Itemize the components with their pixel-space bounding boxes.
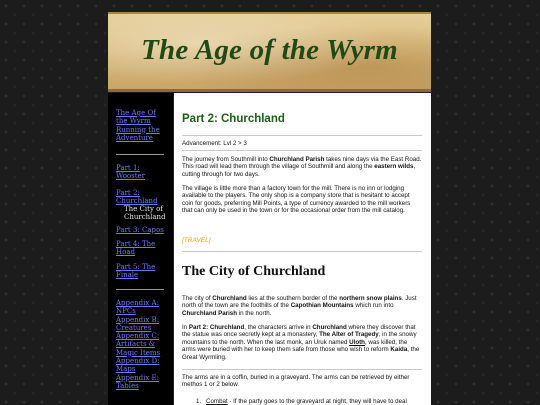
sidebar-block-appendices (116, 299, 166, 390)
sidebar-block-intro (116, 109, 166, 142)
sidebar-nav (108, 93, 173, 405)
sidebar-divider (116, 154, 164, 155)
site-title: The Age of the Wyrm (141, 34, 398, 66)
section-divider (182, 251, 422, 252)
sidebar-link-age-of-the-wyrm[interactable]: The Age Of the Wyrm Running the Adventure (116, 109, 160, 142)
paragraph-divider (182, 369, 422, 370)
sidebar-link-appendix-b[interactable]: Appendix B: Creatures (116, 315, 160, 332)
paragraph-journey: The journey from Southmill into Churchland Parish takes nine days via the East Road. This road will lead them through the village of Southmill and along the eastern wilds, cutting through for two days. (182, 156, 422, 178)
sidebar-link-appendix-a[interactable]: Appendix A: NPCs (116, 299, 159, 316)
heading-divider (182, 135, 422, 136)
advancement-divider (182, 150, 422, 151)
paragraph-arms: The arms are in a coffin, buried in a graveyard. The arms can be retrieved by either methos 1 or 2 below. (182, 374, 410, 389)
paragraph-part2: In Part 2: Churchland, the characters arrive in Churchland where they discover that the statue was once secretly kept at a monastery, The Alter of Tragedy, in the snowy mountains to the north. When the last monk, an Uruk named Uloth, was killed, the arms were buried with her to keep them safe from those who wish to reform Kaida, the Great Wyrmling. (182, 324, 420, 361)
paragraph-village: The village is little more than a factory town for the mill. There is no inn or lodging available to the players. The only shop is a company store that is hesitant to accept coin for goods, preferring Mill Points, a type of currency awarded to the mill workers that can only be used in the town or for the occasional order from the mill catalog. (182, 185, 411, 215)
list-item: 1. Combat - If the party goes to the graveyard at night, they will have to deal (196, 398, 407, 405)
section-title: The City of Churchland (182, 264, 326, 279)
sidebar-block-parts (116, 164, 166, 279)
paragraph-city: The city of Churchland lies at the southern border of the northern snow plains. Just north of the town are the foothills of the Capothian Mountains which run into Churchland Parish in the north. (182, 295, 417, 317)
sidebar-current-subsection: The City of Churchland (124, 205, 166, 222)
sidebar-divider (116, 289, 164, 290)
sidebar-link-part1[interactable]: Part 1: Wooster (116, 164, 146, 181)
main-content (174, 93, 431, 405)
sidebar-link-appendix-c[interactable]: Appendix C: Artifacts & Magic Items (116, 332, 161, 357)
advancement-text: Advancement: Lvl 2 > 3 (182, 140, 247, 147)
page-heading: Part 2: Churchland (182, 113, 285, 125)
combat-label: Combat (206, 398, 228, 405)
sidebar-link-appendix-d[interactable]: Appendix D: Maps (116, 357, 160, 374)
sidebar-link-part5[interactable]: Part 5: The Finale (116, 262, 156, 279)
travel-tag: [TRAVEL] (182, 237, 211, 244)
sidebar-link-part2[interactable]: Part 2: Churchland (116, 188, 158, 205)
header-banner (108, 12, 431, 92)
sidebar-link-part4[interactable]: Part 4: The Hoad (116, 240, 156, 257)
sidebar-link-appendix-e[interactable]: Appendix E: Tables (116, 373, 160, 390)
sidebar-link-part3[interactable]: Part 3: Capos (116, 225, 164, 234)
